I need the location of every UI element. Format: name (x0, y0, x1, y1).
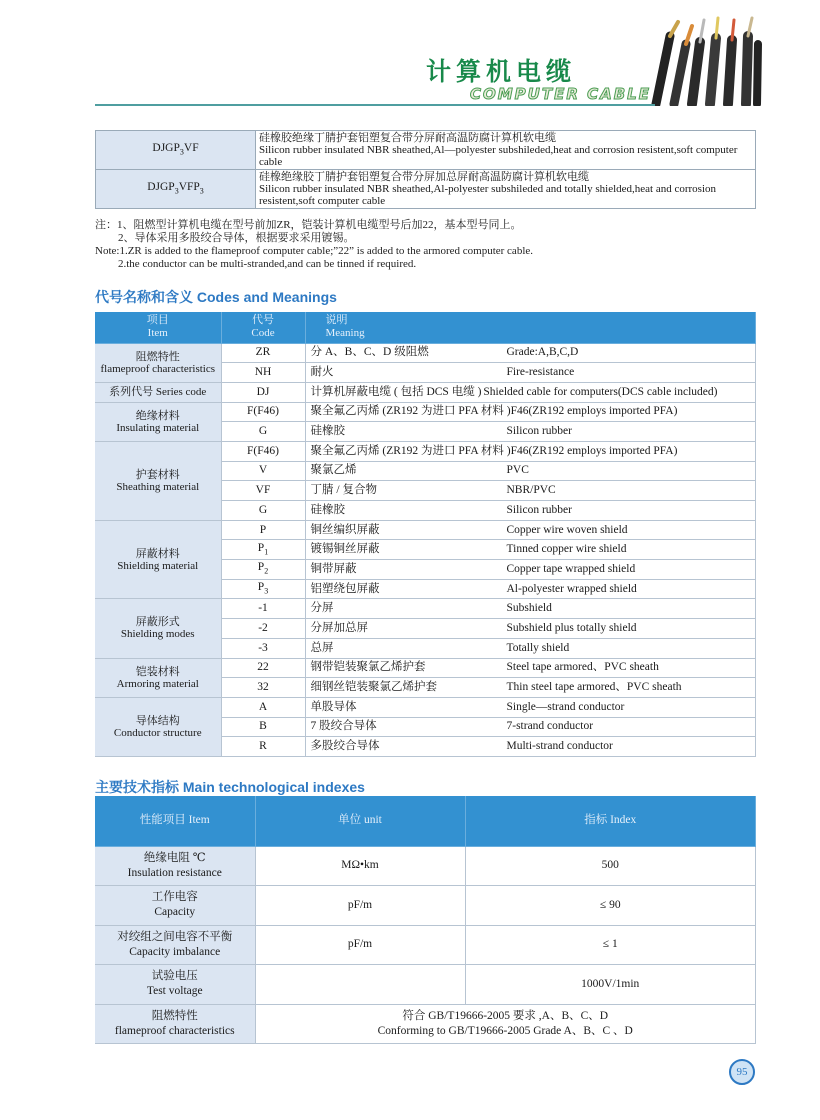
code-meaning: 计算机屏蔽电缆 ( 包括 DCS 电缆 ) Shielded cable for computers(DCS cable included) (305, 382, 756, 402)
code-item-label: 绝缘材料 Insulating material (95, 402, 221, 441)
tech-index: 符合 GB/T19666-2005 要求 ,A、B、C、D Conforming to GB/T19666-2005 Grade A、B、C 、D (255, 1004, 756, 1044)
code-meaning: 钢带铠装聚氯乙烯护套 Steel tape armored、PVC sheath (305, 658, 756, 678)
code-value: -2 (221, 619, 305, 639)
tech-unit: pF/m (255, 925, 465, 965)
table-row (96, 170, 756, 209)
model-description: 硅橡绝缘胶丁腈护套铝塑复合带分屏加总屏耐高温防腐计算机软电缆 Silicon rubber insulated NBR sheathed,Al-polyester subshileded and totally shielded,heat and corrosion resistent,soft computer cable (256, 170, 756, 209)
code-meaning: 分屏 Subshield (305, 599, 756, 619)
table-row (95, 965, 756, 1005)
tech-item: 阻燃特性 flameproof characteristics (95, 1004, 255, 1044)
code-meaning: 7 股绞合导体 7-strand conductor (305, 717, 756, 737)
table-row (95, 402, 756, 422)
tech-item: 绝缘电阻 ℃ Insulation resistance (95, 846, 255, 886)
tech-heading: 主要技术指标 Main technological indexes (95, 779, 365, 795)
tech-unit: pF/m (255, 886, 465, 926)
code-item-label: 护套材料 Sheathing material (95, 441, 221, 520)
cable-illustration (648, 14, 763, 106)
code-meaning: 多股绞合导体 Multi-strand conductor (305, 737, 756, 757)
codes-heading: 代号名称和含义 Codes and Meanings (95, 289, 337, 305)
code-value: -1 (221, 599, 305, 619)
col-item: 项目 Item (95, 312, 221, 343)
code-meaning: 铜丝编织屏蔽 Copper wire woven shield (305, 520, 756, 540)
col-code: 代号 Code (221, 312, 305, 343)
table-row (95, 886, 756, 926)
code-value: F(F46) (221, 441, 305, 461)
code-value: VF (221, 481, 305, 501)
model-table (95, 130, 756, 209)
code-meaning: 分屏加总屏 Subshield plus totally shield (305, 619, 756, 639)
tech-index: ≤ 1 (465, 925, 756, 965)
table-row (95, 658, 756, 678)
table-header-row (95, 312, 756, 343)
tech-table (95, 796, 756, 1044)
code-item-label: 屏蔽形式 Shielding modes (95, 599, 221, 658)
code-value: $P_1$ (221, 540, 305, 560)
code-value: G (221, 501, 305, 521)
code-meaning: 分 A、B、C、D 级阻燃 Grade:A,B,C,D (305, 343, 756, 363)
tech-unit (255, 965, 465, 1005)
page-number: 95 (729, 1059, 755, 1085)
note-line: Note:1.ZR is added to the flameproof computer cable;”22” is added to the armored computer cable. (95, 245, 534, 257)
code-value: F(F46) (221, 402, 305, 422)
code-item-label: 导体结构 Conductor structure (95, 697, 221, 756)
header-title-en: COMPUTER CABLE (470, 85, 651, 103)
code-value: R (221, 737, 305, 757)
code-value: 22 (221, 658, 305, 678)
code-meaning: 聚全氟乙丙烯 (ZR192 为进口 PFA 材料 )F46(ZR192 employs imported PFA) (305, 441, 756, 461)
code-value: G (221, 422, 305, 442)
code-meaning: 硅橡胶 Silicon rubber (305, 501, 756, 521)
col-item: 性能项目 Item (95, 796, 255, 846)
col-index: 指标 Index (465, 796, 756, 846)
tech-item: 对绞组之间电容不平衡 Capacity imbalance (95, 925, 255, 965)
code-item-label: 屏蔽材料 Shielding material (95, 520, 221, 599)
code-meaning: 镀锡铜丝屏蔽 Tinned copper wire shield (305, 540, 756, 560)
code-value: $P_3$ (221, 579, 305, 599)
table-row (95, 599, 756, 619)
code-meaning: 铜带屏蔽 Copper tape wrapped shield (305, 560, 756, 580)
table-row (96, 131, 756, 170)
code-meaning: 聚氯乙烯 PVC (305, 461, 756, 481)
code-value: B (221, 717, 305, 737)
note-line: 2.the conductor can be multi-stranded,and can be tinned if required. (118, 258, 417, 270)
note-line: 2、导体采用多股绞合导体，根据要求采用镀锡。 (118, 232, 355, 244)
table-row (95, 925, 756, 965)
table-header-row (95, 796, 756, 846)
code-meaning: 细钢丝铠装聚氯乙烯护套 Thin steel tape armored、PVC sheath (305, 678, 756, 698)
code-meaning: 耐火 Fire-resistance (305, 363, 756, 383)
code-value: $P_2$ (221, 560, 305, 580)
tech-unit: MΩ•km (255, 846, 465, 886)
code-value: A (221, 697, 305, 717)
header-divider (95, 104, 655, 106)
table-row (95, 520, 756, 540)
col-meaning: 说明 Meaning (305, 312, 756, 343)
model-code: $DJGP_3VFP_3$ (96, 170, 256, 209)
code-meaning: 单股导体 Single—strand conductor (305, 697, 756, 717)
col-unit: 单位 unit (255, 796, 465, 846)
code-item-label: 阻燃特性 flameproof characteristics (95, 343, 221, 382)
table-row (95, 382, 756, 402)
code-meaning: 硅橡胶 Silicon rubber (305, 422, 756, 442)
tech-item: 工作电容 Capacity (95, 886, 255, 926)
code-item-label: 铠装材料 Armoring material (95, 658, 221, 697)
table-row (95, 1004, 756, 1044)
model-description: 硅橡胶绝缘丁腈护套铝塑复合带分屏耐高温防腐计算机软电缆 Silicon rubber insulated NBR sheathed,Al—polyester subshileded,heat and corrosion resistent,soft computer cable (256, 131, 756, 170)
code-value: P (221, 520, 305, 540)
header-title-cn: 计算机电缆 (426, 57, 577, 86)
code-value: NH (221, 363, 305, 383)
code-value: V (221, 461, 305, 481)
tech-item: 试验电压 Test voltage (95, 965, 255, 1005)
tech-index: 500 (465, 846, 756, 886)
code-meaning: 总屏 Totally shield (305, 638, 756, 658)
code-value: ZR (221, 343, 305, 363)
code-value: DJ (221, 382, 305, 402)
note-line: 注：1、阻燃型计算机电缆在型号前加ZR，铠装计算机电缆型号后加22，基本型号同上。 (95, 219, 522, 231)
tech-index: 1000V/1min (465, 965, 756, 1005)
code-value: 32 (221, 678, 305, 698)
code-value: -3 (221, 638, 305, 658)
table-row (95, 697, 756, 717)
tech-index: ≤ 90 (465, 886, 756, 926)
code-meaning: 铝塑绕包屏蔽 Al-polyester wrapped shield (305, 579, 756, 599)
table-row (95, 343, 756, 363)
code-meaning: 聚全氟乙丙烯 (ZR192 为进口 PFA 材料 )F46(ZR192 employs imported PFA) (305, 402, 756, 422)
codes-table (95, 312, 756, 757)
table-row (95, 441, 756, 461)
code-meaning: 丁腈 / 复合物 NBR/PVC (305, 481, 756, 501)
table-row (95, 846, 756, 886)
code-item-label: 系列代号 Series code (95, 382, 221, 402)
model-code: $DJGP_3VF$ (96, 131, 256, 170)
